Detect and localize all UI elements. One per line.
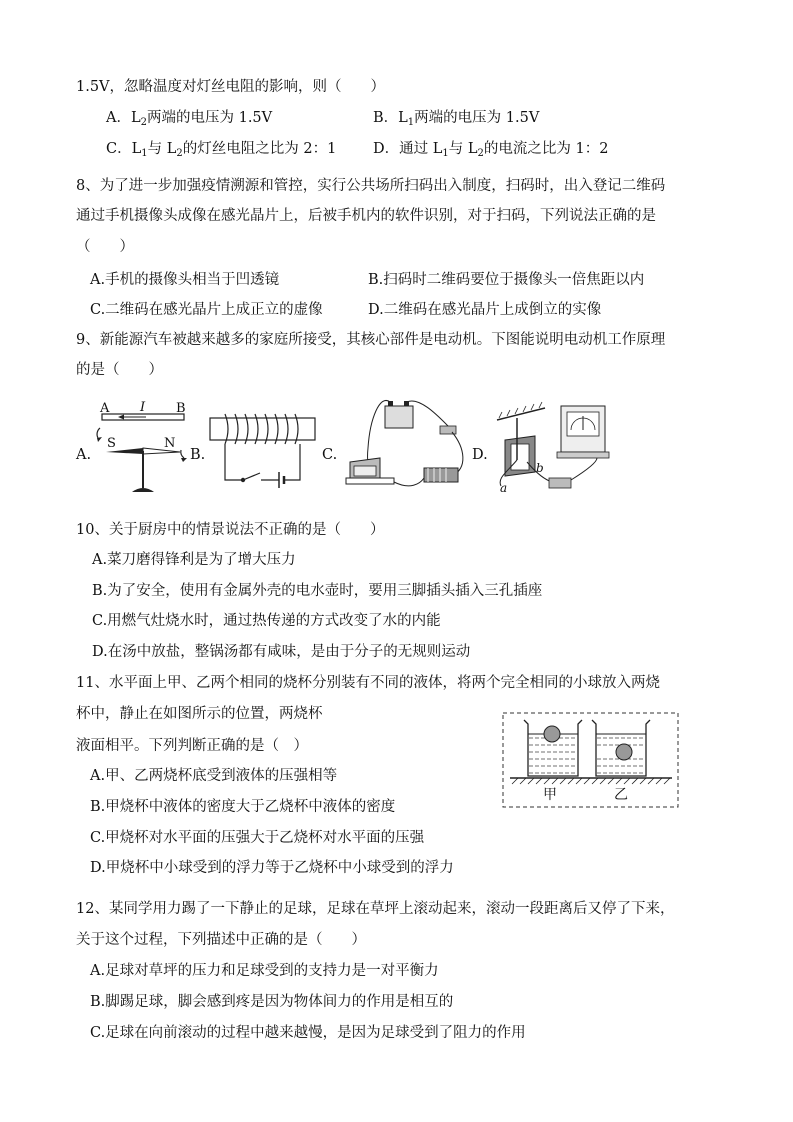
q8-stem-line2: 通过手机摄像头成像在感光晶片上，后被手机内的软件识别，对于扫码，下列说法正确的是 [76, 208, 656, 224]
q7-stem: 1.5V，忽略温度对灯丝电阻的影响，则（ ） [76, 79, 386, 95]
q9-fig-d-label-a: a [500, 481, 508, 495]
q10-option-b: B.为了安全，使用有金属外壳的电水壶时，要用三脚插头插入三孔插座 [92, 583, 543, 599]
q10-option-a: A.菜刀磨得锋利是为了增大压力 [92, 552, 296, 568]
q11-option-d: D.甲烧杯中小球受到的浮力等于乙烧杯中小球受到的浮力 [90, 860, 454, 876]
q12-stem-line1: 12、某同学用力踢了一下静止的足球，足球在草坪上滚动起来，滚动一段距离后又停了下来， [76, 901, 675, 917]
q9-label-d: D. [472, 447, 488, 463]
q11-option-c: C.甲烧杯对水平面的压强大于乙烧杯对水平面的压强 [90, 830, 425, 846]
q9-label-b: B. [190, 447, 206, 463]
q11-option-a: A.甲、乙两烧杯底受到液体的压强相等 [90, 768, 338, 784]
q12-option-b: B.脚踢足球，脚会感到疼是因为物体间力的作用是相互的 [90, 994, 454, 1010]
q9-stem-line1: 9、新能源汽车被越来越多的家庭所接受，其核心部件是电动机。下图能说明电动机工作原理 [76, 332, 666, 348]
q8-option-a: A.手机的摄像头相当于凹透镜 [90, 272, 280, 288]
q12-option-c: C.足球在向前滚动的过程中越来越慢，是因为足球受到了阻力的作用 [90, 1025, 526, 1041]
q10-stem: 10、关于厨房中的情景说法不正确的是（ ） [76, 522, 385, 538]
q10-option-c: C.用燃气灶烧水时，通过热传递的方式改变了水的内能 [92, 613, 441, 629]
q9-label-a: A. [76, 447, 92, 463]
q11-figure-beakers [502, 712, 679, 808]
q8-stem-line3: （ ） [76, 239, 134, 255]
q9-fig-d-label-b: b [536, 461, 544, 475]
q8-option-c: C.二维码在感光晶片上成正立的虚像 [90, 302, 323, 318]
q12-stem-line2: 关于这个过程，下列描述中正确的是（ ） [76, 932, 366, 948]
q7-option-d: D．通过 $L_1$与 $L_2$的电流之比为 1：2 [373, 141, 609, 159]
q9-figure-b-solenoid-circuit [205, 410, 320, 495]
q8-stem-line1: 8、为了进一步加强疫情溯源和管控，实行公共场所扫码出入制度，扫码时，出入登记二维码 [76, 178, 666, 194]
q11-stem-line1: 11、水平面上甲、乙两个相同的烧杯分别装有不同的液体，将两个完全相同的小球放入两烧 [76, 675, 660, 691]
q11-option-b: B.甲烧杯中液体的密度大于乙烧杯中液体的密度 [90, 799, 396, 815]
q7-option-b: B．$L_1$两端的电压为 1.5V [373, 110, 540, 128]
q8-option-b: B.扫码时二维码要位于摄像头一倍焦距以内 [368, 272, 645, 288]
q11-stem-line3: 液面相平。下列判断正确的是（ ） [76, 738, 308, 754]
q9-label-c: C. [322, 447, 338, 463]
q11-stem-line2: 杯中，静止在如图所示的位置，两烧杯 [76, 706, 323, 722]
q9-stem-line2: 的是（ ） [76, 362, 163, 378]
q9-fig-a-label-a: A [100, 401, 110, 416]
q9-figure-c-motor-circuit [340, 398, 475, 493]
q7-option-c: C．$L_1$与 $L_2$的灯丝电阻之比为 2：1 [106, 141, 337, 159]
q9-fig-a-label-b: B [176, 401, 186, 416]
q9-fig-a-label-i: I [140, 400, 146, 415]
q9-fig-a-label-n: N [164, 436, 176, 451]
q11-label-yi: 乙 [614, 787, 628, 803]
q12-option-a: A.足球对草坪的压力和足球受到的支持力是一对平衡力 [90, 963, 439, 979]
q11-label-jia: 甲 [543, 787, 557, 803]
q8-option-d: D.二维码在感光晶片上成倒立的实像 [368, 302, 602, 318]
q7-option-a: A．$L_2$两端的电压为 1.5V [106, 110, 273, 128]
q9-fig-a-label-s: S [107, 436, 116, 451]
q10-option-d: D.在汤中放盐，整锅汤都有咸味，是由于分子的无规则运动 [92, 644, 471, 660]
